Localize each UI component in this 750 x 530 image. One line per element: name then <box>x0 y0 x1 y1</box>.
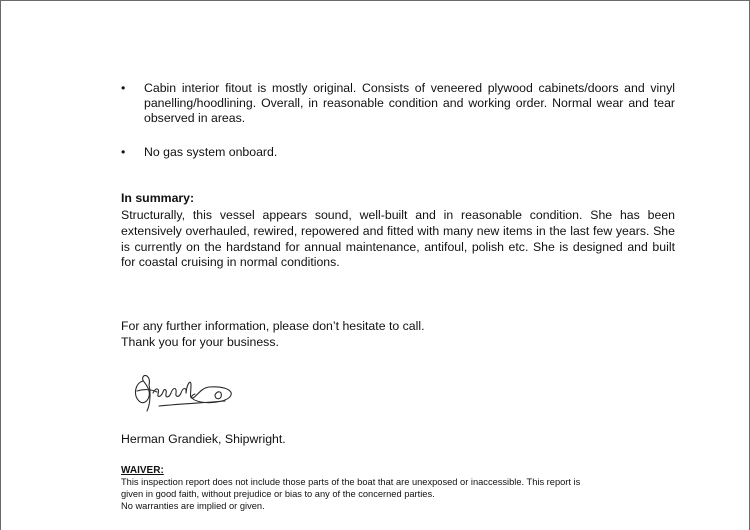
closing-line-thanks: Thank you for your business. <box>121 334 279 349</box>
bullet-text: Cabin interior fitout is mostly original. Consists of veneered plywood cabinets/doors and vinyl panelling/hoodlining. Overall, in reasonable condition and working order. Normal wear and tear observed in areas. <box>144 81 675 125</box>
signatory-name: Herman Grandiek, Shipwright. <box>121 432 286 446</box>
waiver-text <box>121 476 681 513</box>
bullet-item-gas-system <box>121 145 675 160</box>
summary-heading: In summary: <box>121 191 195 205</box>
waiver-line: This inspection report does not include those parts of the boat that are unexposed or inaccessible. This report is <box>121 477 581 487</box>
summary-paragraph: Structurally, this vessel appears sound, well-built and in reasonable condition. She has been extensively overhauled, rewired, repowered and fitted with many new items in the last few years. She is currently on the hardstand for annual maintenance, antifoul, polish etc. She is designed and built for coastal cruising in normal conditions. <box>121 208 675 270</box>
bullet-text: No gas system onboard. <box>144 145 278 159</box>
bullet-symbol: • <box>121 145 126 159</box>
signature-image <box>129 371 239 413</box>
bullet-item-cabin-interior <box>121 81 675 126</box>
waiver-line: given in good faith, without prejudice or bias to any of the concerned parties. <box>121 489 435 500</box>
waiver-line: No warranties are implied or given. <box>121 501 265 512</box>
closing-line-contact: For any further information, please don’t hesitate to call. <box>121 319 425 333</box>
bullet-symbol: • <box>121 81 126 95</box>
closing-remarks <box>121 319 424 350</box>
waiver-heading: WAIVER: <box>121 465 164 476</box>
